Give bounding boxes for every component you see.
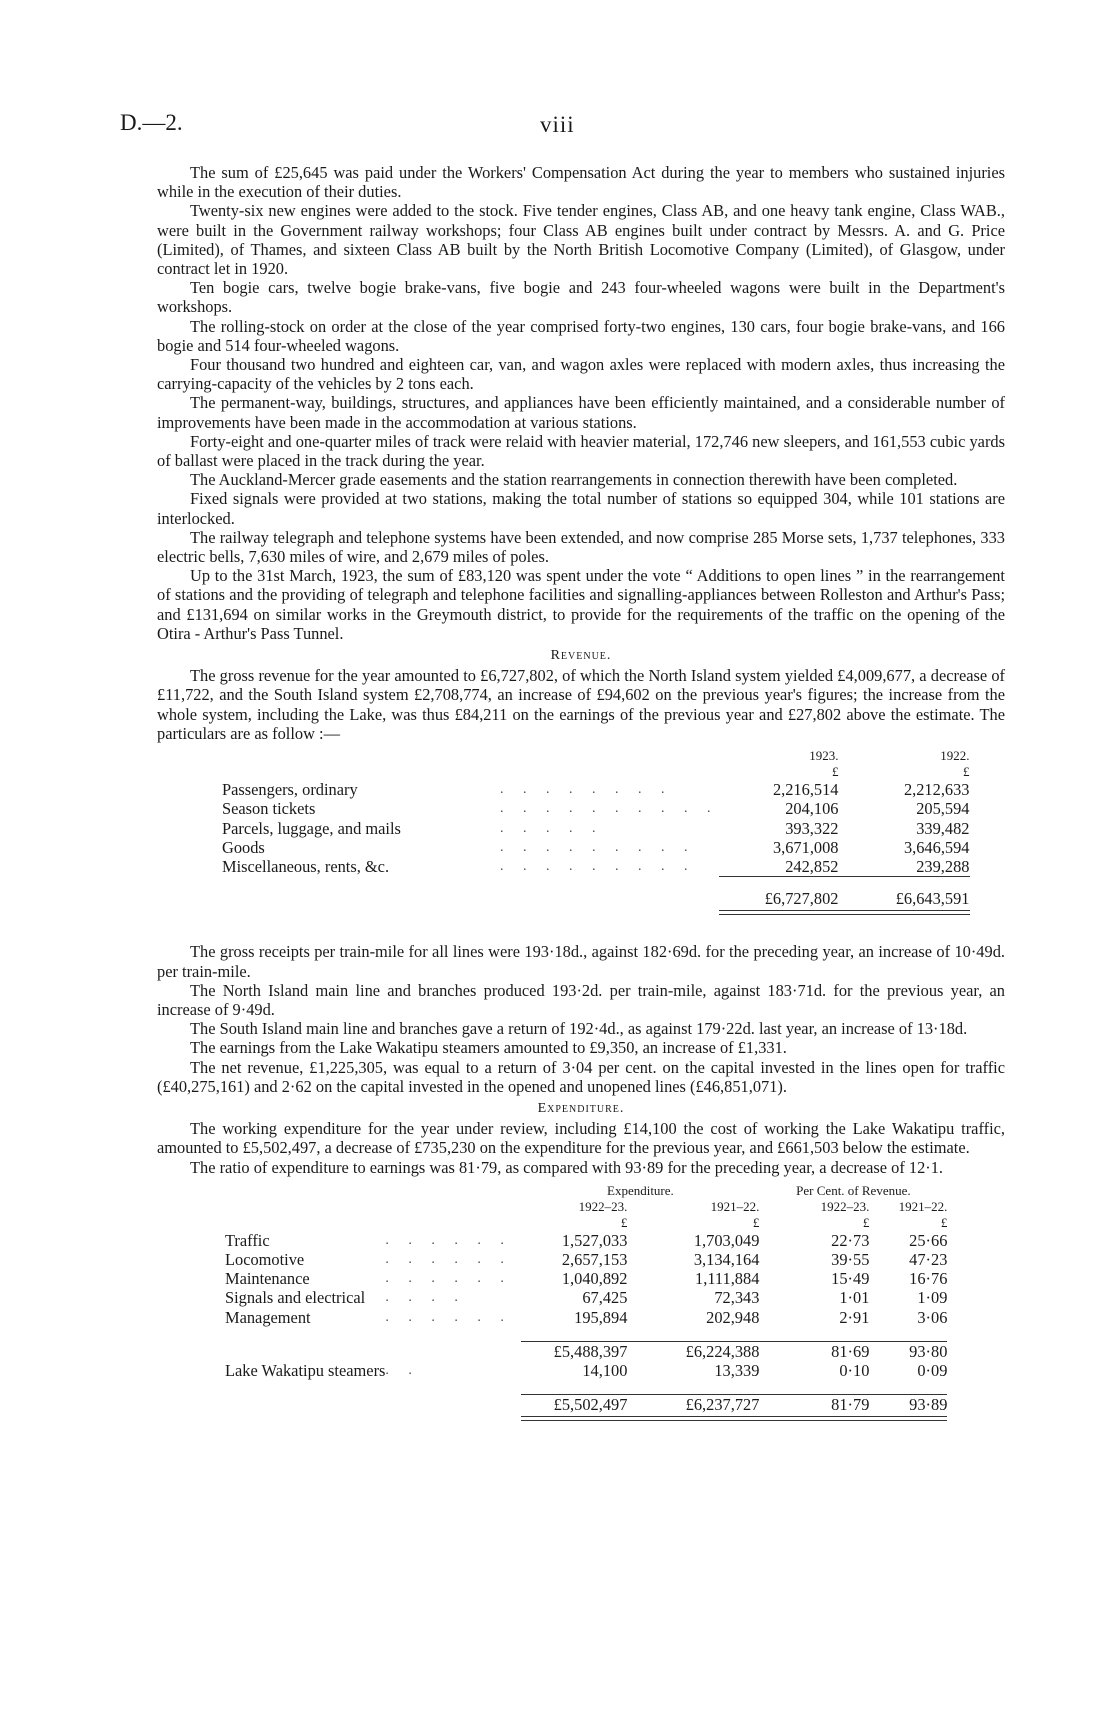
table-row bbox=[225, 1250, 947, 1269]
value-1923: 393,322 bbox=[785, 818, 839, 838]
revenue-intro: The gross revenue for the year amounted to £6,727,802, of which the North Island system yielded £4,009,677, a decrease of £11,722, and the South Island system £2,708,774, an increase of £94,602 on the previous year's figures; the increase from the whole system, including the Lake, was thus £84,211 on the earnings of the previous year and £27,802 above the estimate. The particulars are as follow :— bbox=[157, 666, 1005, 743]
revenue-heading: Revenue. bbox=[550, 648, 612, 664]
value-1922: 3,646,594 bbox=[903, 837, 970, 857]
group-header-expenditure: Expenditure. bbox=[607, 1182, 674, 1198]
exp-1921-22: 13,339 bbox=[714, 1360, 760, 1380]
value-1922: 339,482 bbox=[916, 818, 970, 838]
row-label: Traffic bbox=[225, 1230, 270, 1250]
table-row bbox=[225, 1308, 947, 1327]
paragraph: The working expenditure for the year under review, including £14,100 the cost of working the Lake Wakatipu traffic, amounted to £5,502,497, a decrease of £735,230 on the expenditure for the previous year, and £661,503 below the estimate. bbox=[157, 1119, 1005, 1158]
exp-1922-23: 195,894 bbox=[574, 1307, 628, 1327]
col-year: 1921–22. bbox=[710, 1198, 760, 1214]
col-unit: £ bbox=[940, 1214, 948, 1230]
total-pct-1922-23: 81·79 bbox=[759, 1395, 869, 1415]
paragraph: Forty-eight and one-quarter miles of track were relaid with heavier material, 172,746 new sleepers, and 161,553 cubic yards of ballast were placed in the track during the year. bbox=[157, 431, 1005, 471]
document-reference: D.—2. bbox=[120, 110, 183, 135]
value-1922: 2,212,633 bbox=[903, 780, 970, 800]
pct-1922-23: 39·55 bbox=[831, 1249, 870, 1269]
exp-1922-23: 14,100 bbox=[582, 1360, 628, 1380]
table-row bbox=[225, 1231, 947, 1250]
double-rule bbox=[627, 1416, 759, 1421]
paragraph: The gross receipts per train-mile for all lines were 193·18d., against 182·69d. for the preceding year, an increase of 10·49d. per train-mile. bbox=[157, 942, 1005, 981]
paragraph: Twenty-six new engines were added to the stock. Five tender engines, Class AB, and one heavy tank engine, Class WAB., were built in the Government railway workshops; four Class AB engines built under contract by Messrs. A. and G. Price (Limited), of Thames, and sixteen Class AB built by the North British Locomotive Company (Limited), of Glasgow, under contract let in 1920. bbox=[157, 201, 1005, 279]
subtotal-row bbox=[225, 1341, 947, 1361]
total-row bbox=[225, 1395, 947, 1415]
exp-1922-23: 2,657,153 bbox=[561, 1249, 628, 1269]
table-row bbox=[222, 857, 970, 877]
col-year: 1922–23. bbox=[820, 1198, 870, 1214]
leader-dots: . . . . . . . . . bbox=[500, 839, 696, 855]
value-1923: 204,106 bbox=[785, 799, 839, 819]
value-1923: 2,216,514 bbox=[772, 780, 839, 800]
col-year-1923: 1923. bbox=[809, 748, 839, 764]
leader-dots: . . . . . . bbox=[385, 1251, 512, 1267]
leader-dots: . . . . . . . . . . bbox=[500, 801, 719, 817]
table-row bbox=[222, 838, 970, 857]
row-label: Signals and electrical bbox=[225, 1288, 366, 1308]
col-unit: £ bbox=[832, 764, 839, 780]
row-label: Season tickets bbox=[222, 799, 316, 819]
subtotal-exp-1922-23: £5,488,397 bbox=[521, 1341, 627, 1361]
pct-1922-23: 2·91 bbox=[839, 1307, 870, 1327]
row-label: Maintenance bbox=[225, 1269, 310, 1289]
exp-1921-22: 3,134,164 bbox=[693, 1249, 760, 1269]
subtotal-exp-1921-22: £6,224,388 bbox=[627, 1341, 759, 1361]
paragraph: The ratio of expenditure to earnings was 81·79, as compared with 93·89 for the preceding year, a decrease of 12·1. bbox=[190, 1157, 944, 1177]
leader-dots: . . . . . . bbox=[385, 1232, 512, 1248]
expenditure-table bbox=[225, 1183, 947, 1423]
double-rule bbox=[869, 1416, 947, 1421]
group-header-percent: Per Cent. of Revenue. bbox=[796, 1182, 911, 1198]
col-unit: £ bbox=[620, 1214, 628, 1230]
paragraph: The rolling-stock on order at the close of the year comprised forty-two engines, 130 cars, four bogie brake-vans, and 166 bogie and 514 four-wheeled wagons. bbox=[157, 316, 1005, 355]
pct-1921-22: 1·09 bbox=[917, 1288, 948, 1308]
value-1923: 242,852 bbox=[785, 856, 839, 876]
paragraph: Fixed signals were provided at two stations, making the total number of stations so equipped 304, while 101 stations are interlocked. bbox=[157, 489, 1005, 528]
total-pct-1921-22: 93·89 bbox=[869, 1395, 947, 1415]
value-1922: 239,288 bbox=[916, 856, 970, 876]
row-label: Goods bbox=[222, 837, 265, 857]
pct-1921-22: 16·76 bbox=[909, 1269, 948, 1289]
paragraph: Ten bogie cars, twelve bogie brake-vans, five bogie and 243 four-wheeled wagons were built in the Department's workshops. bbox=[157, 278, 1005, 317]
document-body bbox=[157, 163, 1005, 1422]
leader-dots: . . . . bbox=[385, 1290, 466, 1306]
leader-dots: . . bbox=[385, 1362, 420, 1378]
pct-1921-22: 3·06 bbox=[917, 1307, 948, 1327]
row-label: Parcels, luggage, and mails bbox=[222, 818, 401, 838]
pct-1921-22: 25·66 bbox=[909, 1230, 948, 1250]
leader-dots: . . . . . bbox=[500, 820, 604, 836]
row-label: Passengers, ordinary bbox=[222, 780, 358, 800]
exp-1922-23: 67,425 bbox=[582, 1288, 628, 1308]
col-year: 1921–22. bbox=[898, 1198, 948, 1214]
subtotal-pct-1922-23: 81·69 bbox=[759, 1341, 869, 1361]
paragraph: The Auckland-Mercer grade easements and the station rearrangements in connection therewith have been completed. bbox=[190, 470, 958, 490]
double-rule bbox=[839, 910, 970, 915]
exp-1922-23: 1,527,033 bbox=[561, 1230, 628, 1250]
exp-1921-22: 1,703,049 bbox=[693, 1230, 760, 1250]
expenditure-heading: Expenditure. bbox=[537, 1100, 625, 1116]
col-unit: £ bbox=[963, 764, 970, 780]
value-1923: 3,671,008 bbox=[772, 837, 839, 857]
leader-dots: . . . . . . . . . bbox=[500, 859, 696, 875]
row-label: Management bbox=[225, 1307, 311, 1327]
total-1922: £6,643,591 bbox=[839, 877, 970, 909]
table-row bbox=[225, 1288, 947, 1307]
revenue-table bbox=[222, 748, 970, 916]
paragraph: The net revenue, £1,225,305, was equal to a return of 3·04 per cent. on the capital invested in the lines open for traffic (£40,275,161) and 2·62 on the capital invested in the opened and unopened lines (£46,851,071). bbox=[157, 1057, 1005, 1096]
pct-1921-22: 0·09 bbox=[917, 1360, 948, 1380]
row-label: Miscellaneous, rents, &c. bbox=[222, 857, 390, 877]
double-rule bbox=[759, 1416, 869, 1421]
total-exp-1921-22: £6,237,727 bbox=[627, 1395, 759, 1415]
pct-1922-23: 1·01 bbox=[839, 1288, 870, 1308]
exp-1921-22: 1,111,884 bbox=[695, 1269, 760, 1289]
pct-1922-23: 0·10 bbox=[839, 1360, 870, 1380]
total-1923: £6,727,802 bbox=[719, 877, 839, 909]
double-rule bbox=[521, 1416, 627, 1421]
total-row bbox=[222, 877, 970, 909]
table-row bbox=[222, 799, 970, 818]
paragraph: The sum of £25,645 was paid under the Workers' Compensation Act during the year to members who sustained injuries while in the execution of their duties. bbox=[157, 163, 1005, 202]
row-label: Locomotive bbox=[225, 1249, 305, 1269]
pct-1922-23: 15·49 bbox=[831, 1269, 870, 1289]
paragraph: The North Island main line and branches produced 193·2d. per train-mile, against 183·71d. for the previous year, an increase of 9·49d. bbox=[157, 980, 1005, 1019]
paragraph: The railway telegraph and telephone systems have been extended, and now comprise 285 Morse sets, 1,737 telephones, 333 electric bells, 7,630 miles of wire, and 2,679 miles of poles. bbox=[157, 527, 1005, 567]
exp-1921-22: 202,948 bbox=[706, 1307, 760, 1327]
paragraph: Up to the 31st March, 1923, the sum of £83,120 was spent under the vote “ Additions to open lines ” in the rearrangement of stations and the providing of telegraph and telephone facilities and signalling-appliances between Rolleston and Arthur's Pass; and £131,694 on similar works in the Greymouth district, to provide for the requirements of the traffic on the opening of the Otira - Arthur's Pass Tunnel. bbox=[157, 566, 1005, 643]
table-row bbox=[222, 780, 970, 799]
exp-1922-23: 1,040,892 bbox=[561, 1269, 628, 1289]
paragraph: The permanent-way, buildings, structures, and appliances have been efficiently maintained, and a considerable number of improvements have been made in the accommodation at various stations. bbox=[157, 393, 1005, 432]
total-exp-1922-23: £5,502,497 bbox=[521, 1395, 627, 1415]
exp-1921-22: 72,343 bbox=[714, 1288, 760, 1308]
col-unit: £ bbox=[862, 1214, 870, 1230]
row-label: Lake Wakatipu steamers bbox=[225, 1360, 386, 1380]
col-year-1922: 1922. bbox=[940, 748, 970, 764]
leader-dots: . . . . . . . . bbox=[500, 782, 673, 798]
leader-dots: . . . . . . bbox=[385, 1309, 512, 1325]
page-number: viii bbox=[540, 112, 575, 137]
table-row bbox=[225, 1361, 947, 1380]
table-row bbox=[222, 819, 970, 838]
leader-dots: . . . . . . bbox=[385, 1271, 512, 1287]
col-year: 1922–23. bbox=[578, 1198, 628, 1214]
subtotal-pct-1921-22: 93·80 bbox=[869, 1341, 947, 1361]
paragraph: The South Island main line and branches gave a return of 192·4d., as against 179·22d. last year, an increase of 13·18d. bbox=[190, 1019, 968, 1039]
value-1922: 205,594 bbox=[916, 799, 970, 819]
paragraph: Four thousand two hundred and eighteen car, van, and wagon axles were replaced with modern axles, thus increasing the carrying-capacity of the vehicles by 2 tons each. bbox=[157, 355, 1005, 394]
pct-1921-22: 47·23 bbox=[909, 1249, 948, 1269]
col-unit: £ bbox=[752, 1214, 760, 1230]
double-rule bbox=[719, 910, 839, 915]
paragraph: The earnings from the Lake Wakatipu steamers amounted to £9,350, an increase of £1,331. bbox=[190, 1038, 787, 1058]
pct-1922-23: 22·73 bbox=[831, 1230, 870, 1250]
table-row bbox=[225, 1269, 947, 1288]
